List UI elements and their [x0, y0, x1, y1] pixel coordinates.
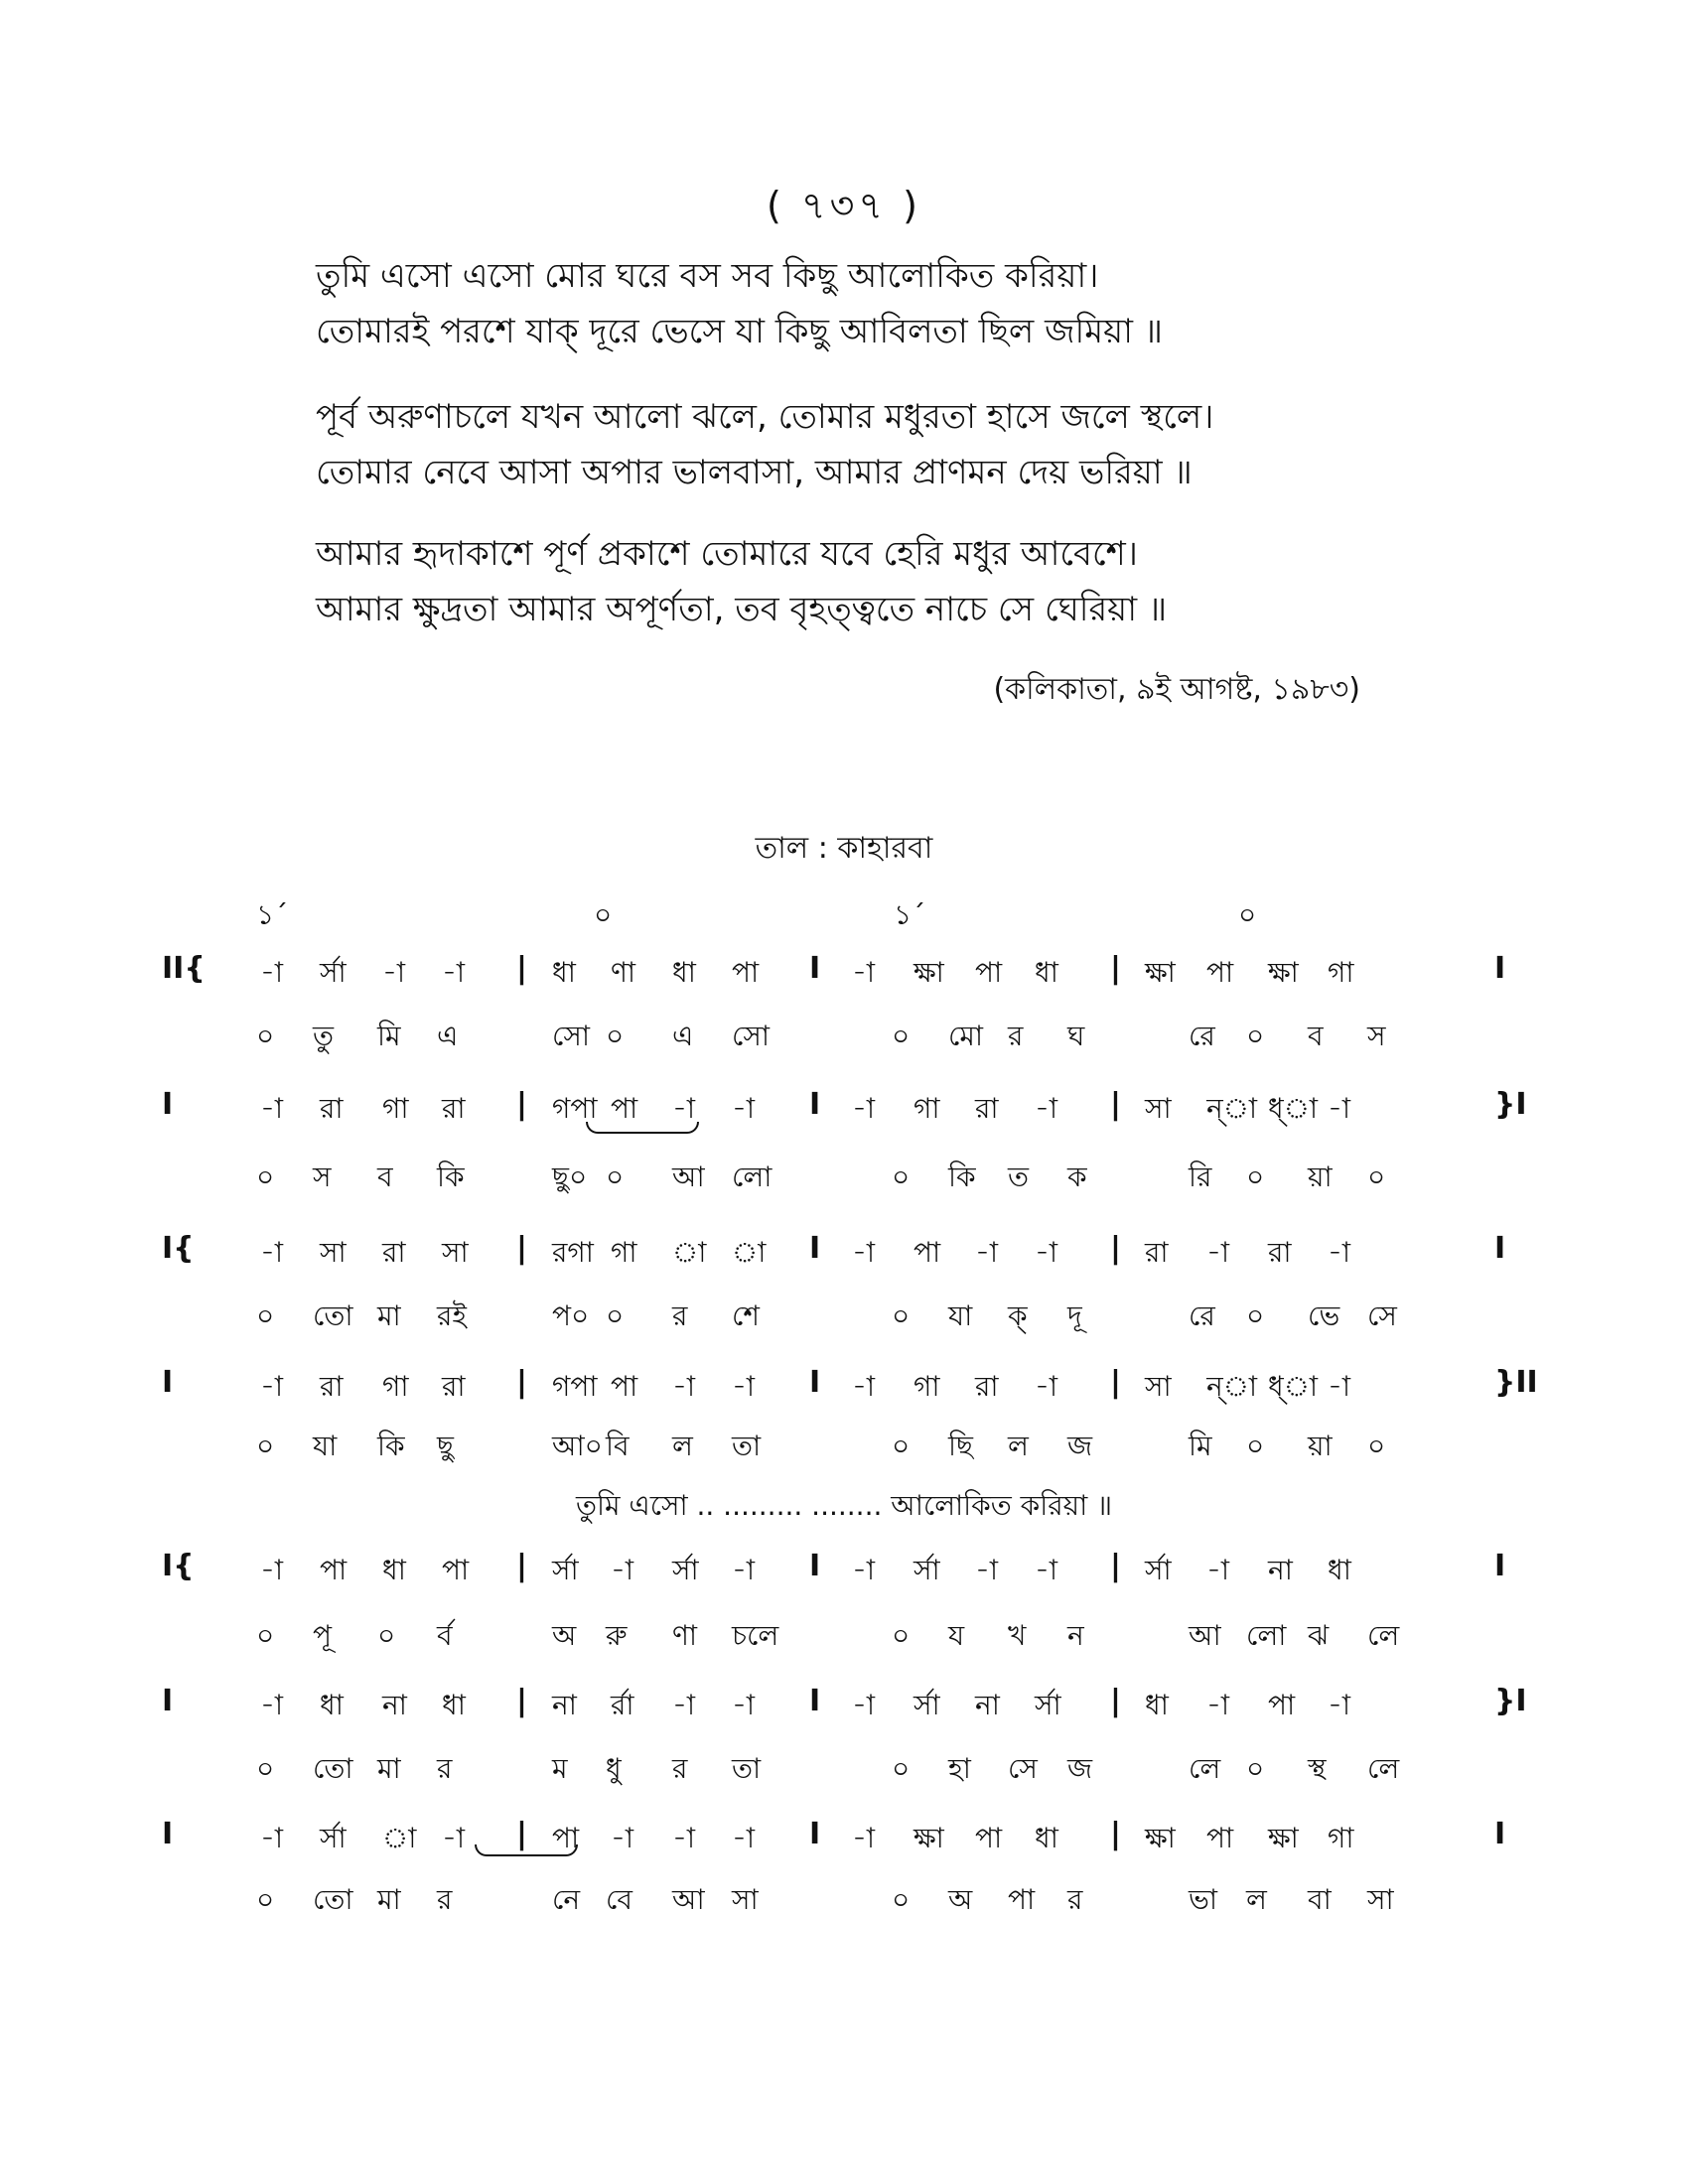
- beat-mark: ০: [594, 898, 613, 931]
- lyric-syllable: অ: [552, 1619, 577, 1652]
- swara-note: -া: [1035, 1092, 1058, 1125]
- bar-line: I: [162, 1684, 174, 1718]
- bar-line: |: [516, 1365, 527, 1400]
- swara-note: -া: [260, 1689, 284, 1721]
- lyric-syllable: ধু: [606, 1752, 622, 1785]
- bar-line: |: [1110, 1549, 1121, 1583]
- swara-note: ক্ষা: [1145, 1822, 1176, 1854]
- lyric-syllable: ০: [256, 1299, 275, 1332]
- lyric-syllable: শে: [732, 1299, 760, 1332]
- swara-note: র্সা: [914, 1689, 940, 1721]
- bar-line: I: [1494, 1549, 1506, 1583]
- lyric-syllable: ০: [606, 1020, 625, 1052]
- swara-note: ধ্‌া: [1268, 1370, 1319, 1403]
- lyric-syllable: ল: [672, 1430, 693, 1462]
- lyric-syllable: র্ব: [437, 1619, 453, 1652]
- swara-note: ধা: [552, 956, 576, 989]
- lyric-syllable: সা: [732, 1883, 759, 1916]
- swara-note: -া: [1035, 1370, 1058, 1403]
- lyric-syllable: ন: [1067, 1619, 1084, 1652]
- swara-note: র্সা: [320, 1822, 347, 1854]
- bar-line: |: [1110, 1684, 1121, 1718]
- verse-stanza-3: [316, 526, 1428, 637]
- swara-note: না: [552, 1689, 577, 1721]
- swara-note: -া: [442, 1822, 466, 1854]
- bar-line: |: [516, 1087, 527, 1122]
- swara-note: গা: [914, 1092, 940, 1125]
- swara-row: [0, 1549, 1688, 1598]
- lyric-syllable: রু: [606, 1619, 628, 1652]
- lyric-syllable: সো: [552, 1020, 590, 1052]
- lyric-syllable: ০: [606, 1160, 625, 1193]
- verse-line: আমার হৃদাকাশে পূর্ণ প্রকাশে তোমারে যবে হেরি মধুর আবেশে।: [316, 534, 1138, 574]
- swara-note: র্সা: [552, 1554, 579, 1586]
- swara-note: -া: [260, 1554, 284, 1586]
- swara-note: -া: [852, 1689, 876, 1721]
- swara-note: -া: [1328, 1370, 1351, 1403]
- swara-note: -া: [732, 1370, 756, 1403]
- lyric-syllable: ঝ: [1308, 1619, 1330, 1652]
- bar-line: |: [516, 1817, 527, 1851]
- swara-note: -া: [852, 1236, 876, 1269]
- lyric-syllable: য: [948, 1619, 965, 1652]
- swara-note: া: [382, 1822, 417, 1854]
- lyric-syllable: ঘ: [1067, 1020, 1085, 1052]
- lyric-syllable: ০: [892, 1752, 911, 1785]
- swara-note: র্সা: [1035, 1689, 1061, 1721]
- lyric-syllable: মা: [377, 1883, 401, 1916]
- lyric-syllable: রই: [437, 1299, 467, 1332]
- lyric-syllable: প০: [552, 1299, 590, 1332]
- bar-line: I: [809, 1231, 821, 1266]
- lyric-syllable: তো: [313, 1299, 353, 1332]
- lyric-syllable: ০: [892, 1430, 911, 1462]
- tala-heading: তাল : কাহারবা: [755, 831, 933, 866]
- bar-line: I{: [162, 1231, 195, 1266]
- lyric-syllable: হা: [948, 1752, 971, 1785]
- lyric-syllable: পূ: [313, 1619, 333, 1652]
- lyric-syllable: তো: [313, 1752, 353, 1785]
- swara-note: -া: [672, 1689, 696, 1721]
- lyric-syllable: জ: [1067, 1430, 1093, 1462]
- swara-note: ক্ষা: [1145, 956, 1176, 989]
- lyric-syllable: ০: [1367, 1430, 1386, 1462]
- lyric-syllable: ব: [1308, 1020, 1324, 1052]
- swara-note: -া: [975, 1554, 999, 1586]
- verse-line: তোমারই পরশে যাক্ দূরে ভেসে যা কিছু আবিলতা ছিল জমিয়া ॥: [316, 312, 1164, 351]
- swara-note: র্সা: [672, 1554, 699, 1586]
- lyric-syllable: মা: [377, 1299, 401, 1332]
- lyric-syllable: ০: [1246, 1752, 1265, 1785]
- lyric-syllable: যা: [948, 1299, 973, 1332]
- lyric-syllable: ০: [892, 1619, 911, 1652]
- lyric-syllable: ছু: [437, 1430, 454, 1462]
- swara-note: -া: [611, 1554, 634, 1586]
- lyric-syllable: ০: [892, 1020, 911, 1052]
- lyric-syllable: মি: [1189, 1430, 1212, 1462]
- swara-note: -া: [1035, 1554, 1058, 1586]
- lyric-syllable: সে: [1008, 1752, 1038, 1785]
- lyric-syllable: নে: [552, 1883, 581, 1916]
- lyric-syllable: ণা: [672, 1619, 698, 1652]
- swara-note: -া: [732, 1689, 756, 1721]
- lyric-syllable: বা: [1308, 1883, 1332, 1916]
- swara-note: পা: [1206, 1822, 1234, 1854]
- lyric-syllable: র: [1067, 1883, 1083, 1916]
- swara-note: -া: [1035, 1236, 1058, 1269]
- page-number: ( ৭৩৭ ): [767, 184, 921, 227]
- swara-note: ধা: [442, 1689, 466, 1721]
- lyric-row: [0, 1425, 1688, 1474]
- swara-note: রগা: [552, 1236, 594, 1269]
- swara-note: না: [1268, 1554, 1293, 1586]
- swara-note: ক্ষা: [914, 956, 944, 989]
- lyric-syllable: ০: [1246, 1430, 1265, 1462]
- swara-note: রা: [320, 1370, 344, 1403]
- swara-note: সা: [1145, 1370, 1172, 1403]
- lyric-syllable: ০: [892, 1299, 911, 1332]
- lyric-syllable: ভে: [1308, 1299, 1340, 1332]
- lyric-syllable: য়া: [1308, 1430, 1333, 1462]
- lyric-syllable: খ: [1008, 1619, 1027, 1652]
- bar-line: |: [1110, 1817, 1121, 1851]
- swara-note: ক্ষা: [1268, 1822, 1299, 1854]
- swara-note: গা: [1328, 956, 1354, 989]
- swara-note: পা: [1268, 1689, 1296, 1721]
- lyric-syllable: বি: [606, 1430, 630, 1462]
- lyric-syllable: যা: [313, 1430, 338, 1462]
- bar-line: I: [809, 1087, 821, 1122]
- lyric-syllable: ল: [1008, 1430, 1029, 1462]
- bar-line: |: [1110, 1087, 1121, 1122]
- swara-note: ধা: [672, 956, 696, 989]
- bar-line: |: [516, 1231, 527, 1266]
- lyric-syllable: র: [1008, 1020, 1024, 1052]
- swara-note: -া: [442, 956, 466, 989]
- verse-line: তুমি এসো এসো মোর ঘরে বস সব কিছু আলোকিত করিয়া।: [316, 256, 1099, 296]
- swara-note: -া: [852, 1554, 876, 1586]
- lyric-syllable: আ: [672, 1160, 705, 1193]
- swara-note: পা: [611, 1092, 638, 1125]
- bar-line: I{: [162, 1549, 195, 1583]
- lyric-syllable: তা: [732, 1752, 762, 1785]
- swara-note: ক্ষা: [914, 1822, 944, 1854]
- swara-note: -া: [975, 1236, 999, 1269]
- swara-note: পা: [1206, 956, 1234, 989]
- swara-note: র্সা: [914, 1554, 940, 1586]
- lyric-syllable: ০: [892, 1883, 911, 1916]
- bar-line: I: [809, 1549, 821, 1583]
- swara-row: [0, 1087, 1688, 1137]
- beat-mark: ১´: [894, 898, 926, 931]
- swara-note: ধ্‌া: [1268, 1092, 1319, 1125]
- lyric-syllable: ল: [1246, 1883, 1267, 1916]
- lyric-syllable: ০: [256, 1619, 275, 1652]
- swara-note: পা: [914, 1236, 941, 1269]
- lyric-syllable: লো: [732, 1160, 773, 1193]
- swara-note: -া: [260, 1370, 284, 1403]
- lyric-syllable: লে: [1367, 1752, 1400, 1785]
- swara-note: গা: [382, 1370, 409, 1403]
- swara-note: -া: [852, 1822, 876, 1854]
- lyric-syllable: সা: [1367, 1883, 1394, 1916]
- swara-note: পা: [552, 1822, 580, 1854]
- swara-note: া: [732, 1236, 767, 1269]
- bar-line: |: [1110, 951, 1121, 986]
- lyric-syllable: আ: [1189, 1619, 1221, 1652]
- lyric-syllable: র: [437, 1883, 453, 1916]
- lyric-syllable: ০: [377, 1619, 396, 1652]
- swara-note: -া: [260, 1092, 284, 1125]
- verse-line: তোমার নেবে আসা অপার ভালবাসা, আমার প্রাণমন দেয় ভরিয়া ॥: [316, 453, 1193, 492]
- swara-note: না: [975, 1689, 1000, 1721]
- swara-note: -া: [672, 1370, 696, 1403]
- lyric-syllable: কি: [377, 1430, 405, 1462]
- swara-note: গা: [382, 1092, 409, 1125]
- swara-note: -া: [852, 956, 876, 989]
- lyric-syllable: ০: [256, 1430, 275, 1462]
- bar-line: |: [1110, 1231, 1121, 1266]
- lyric-syllable: রি: [1189, 1160, 1212, 1193]
- swara-row: [0, 1684, 1688, 1733]
- lyric-syllable: আ: [672, 1883, 705, 1916]
- swara-note: ধা: [1328, 1554, 1351, 1586]
- lyric-syllable: তু: [313, 1020, 335, 1052]
- bar-line: I: [162, 1087, 174, 1122]
- bar-line: |: [516, 951, 527, 986]
- lyric-syllable: ভা: [1189, 1883, 1217, 1916]
- bar-line: II{: [162, 951, 206, 986]
- lyric-syllable: মো: [948, 1020, 984, 1052]
- swara-note: -া: [732, 1092, 756, 1125]
- swara-note: র্সা: [320, 956, 347, 989]
- lyric-row: [0, 1878, 1688, 1928]
- lyric-syllable: পা: [1008, 1883, 1036, 1916]
- bar-line: I: [1494, 1817, 1506, 1851]
- lyric-syllable: ০: [256, 1752, 275, 1785]
- swara-note: রা: [442, 1092, 466, 1125]
- swara-note: -া: [732, 1822, 756, 1854]
- bar-line: I: [809, 1365, 821, 1400]
- lyric-syllable: ত: [1008, 1160, 1030, 1193]
- swara-note: -া: [672, 1822, 696, 1854]
- lyric-syllable: ০: [1246, 1160, 1265, 1193]
- bar-line: |: [1110, 1365, 1121, 1400]
- swara-note: রা: [975, 1370, 999, 1403]
- swara-note: ক্ষা: [1268, 956, 1299, 989]
- lyric-syllable: লে: [1189, 1752, 1221, 1785]
- swara-note: রা: [320, 1092, 344, 1125]
- swara-note: রা: [442, 1370, 466, 1403]
- bar-line: I: [1494, 1231, 1506, 1266]
- lyric-syllable: কি: [437, 1160, 465, 1193]
- beat-mark: ০: [1238, 898, 1257, 931]
- swara-note: র্সা: [1145, 1554, 1172, 1586]
- verse-stanza-1: [316, 248, 1428, 359]
- swara-row: [0, 1231, 1688, 1281]
- swara-note: রা: [1145, 1236, 1169, 1269]
- swara-note: -া: [260, 1822, 284, 1854]
- swara-note: ধা: [382, 1554, 406, 1586]
- swara-note: ন্‌া: [1206, 1092, 1258, 1125]
- bar-line: I: [1494, 951, 1506, 986]
- lyric-syllable: মা: [377, 1752, 401, 1785]
- lyric-syllable: ব: [377, 1160, 393, 1193]
- swara-row: [0, 1817, 1688, 1866]
- swara-note: ণা: [611, 956, 636, 989]
- swara-note: া: [672, 1236, 707, 1269]
- lyric-row: [0, 1295, 1688, 1344]
- swara-note: সা: [1145, 1092, 1172, 1125]
- lyric-syllable: ০: [606, 1299, 625, 1332]
- lyric-syllable: স: [1367, 1020, 1386, 1052]
- lyric-syllable: বে: [606, 1883, 633, 1916]
- swara-note: পা: [975, 956, 1003, 989]
- lyric-syllable: স: [313, 1160, 332, 1193]
- swara-note: গা: [914, 1370, 940, 1403]
- lyric-syllable: র: [672, 1299, 688, 1332]
- lyric-syllable: ম: [552, 1752, 568, 1785]
- lyric-row: [0, 1156, 1688, 1205]
- lyric-syllable: ০: [1246, 1020, 1265, 1052]
- bar-line: |: [516, 1684, 527, 1718]
- swara-row: [0, 951, 1688, 1001]
- lyric-syllable: জ: [1067, 1752, 1093, 1785]
- lyric-syllable: রে: [1189, 1020, 1215, 1052]
- swara-note: -া: [1206, 1689, 1230, 1721]
- lyric-syllable: ০: [256, 1020, 275, 1052]
- lyric-syllable: মি: [377, 1020, 401, 1052]
- verse-line: আমার ক্ষুদ্রতা আমার অপূর্ণতা, তব বৃহত্ত্বতে নাচে সে ঘেরিয়া ॥: [316, 590, 1168, 629]
- bar-line: I: [809, 951, 821, 986]
- swara-note: ধা: [320, 1689, 344, 1721]
- swara-note: র্রা: [611, 1689, 634, 1721]
- swara-note: গা: [1328, 1822, 1354, 1854]
- lyric-syllable: তো: [313, 1883, 353, 1916]
- swara-note: -া: [260, 956, 284, 989]
- lyric-syllable: লে: [1367, 1619, 1400, 1652]
- lyric-syllable: তা: [732, 1430, 762, 1462]
- swara-note: পা: [611, 1370, 638, 1403]
- swara-note: -া: [1206, 1236, 1230, 1269]
- swara-note: পা: [320, 1554, 348, 1586]
- swara-note: -া: [1328, 1689, 1351, 1721]
- bar-line: I: [162, 1817, 174, 1851]
- swara-note: -া: [852, 1092, 876, 1125]
- lyric-row: [0, 1015, 1688, 1064]
- lyric-syllable: সো: [732, 1020, 770, 1052]
- lyric-syllable: অ: [948, 1883, 973, 1916]
- bar-line: I: [809, 1684, 821, 1718]
- bar-line: |: [516, 1549, 527, 1583]
- swara-note: ধা: [1035, 956, 1058, 989]
- lyric-syllable: ছু০: [552, 1160, 588, 1193]
- swara-note: গপা: [552, 1092, 598, 1125]
- slur-mark: [475, 1844, 578, 1856]
- refrain-note: তুমি এসো .. ......... ........ আলোকিত করিয়া ॥: [575, 1489, 1113, 1522]
- lyric-syllable: র: [672, 1752, 688, 1785]
- lyric-syllable: সে: [1367, 1299, 1397, 1332]
- lyric-syllable: ০: [256, 1160, 275, 1193]
- swara-note: না: [382, 1689, 407, 1721]
- lyric-syllable: ০: [892, 1160, 911, 1193]
- lyric-syllable: ০: [1367, 1160, 1386, 1193]
- bar-line: }II: [1494, 1365, 1538, 1400]
- swara-note: গপা: [552, 1370, 598, 1403]
- swara-note: ধা: [1035, 1822, 1058, 1854]
- swara-note: রা: [382, 1236, 406, 1269]
- lyric-syllable: দূ: [1067, 1299, 1082, 1332]
- swara-note: ন্‌া: [1206, 1370, 1258, 1403]
- swara-note: পা: [975, 1822, 1003, 1854]
- swara-note: রা: [1268, 1236, 1292, 1269]
- verse-stanza-2: [316, 389, 1428, 500]
- lyric-syllable: চলে: [732, 1619, 779, 1652]
- bar-line: }I: [1494, 1684, 1527, 1718]
- swara-note: ধা: [1145, 1689, 1169, 1721]
- lyric-row: [0, 1614, 1688, 1664]
- lyric-syllable: এ: [437, 1020, 459, 1052]
- lyric-syllable: এ: [672, 1020, 694, 1052]
- swara-note: সা: [320, 1236, 347, 1269]
- swara-note: -া: [260, 1236, 284, 1269]
- lyric-syllable: ০: [256, 1883, 275, 1916]
- lyric-syllable: ক্: [1008, 1299, 1028, 1332]
- swara-note: -া: [382, 956, 406, 989]
- lyric-syllable: ক: [1067, 1160, 1087, 1193]
- lyric-syllable: আ০: [552, 1430, 603, 1462]
- bar-line: I: [809, 1817, 821, 1851]
- swara-note: -া: [852, 1370, 876, 1403]
- swara-note: -া: [1328, 1236, 1351, 1269]
- bar-line: I: [162, 1365, 174, 1400]
- swara-note: -া: [672, 1092, 696, 1125]
- swara-note: -া: [1328, 1092, 1351, 1125]
- swara-note: -া: [611, 1822, 634, 1854]
- swara-note: গা: [611, 1236, 637, 1269]
- swara-note: -া: [1206, 1554, 1230, 1586]
- swara-note: পা: [442, 1554, 470, 1586]
- lyric-syllable: য়া: [1308, 1160, 1333, 1193]
- beat-mark: ১´: [256, 898, 289, 931]
- lyric-syllable: লো: [1246, 1619, 1287, 1652]
- swara-note: -া: [732, 1554, 756, 1586]
- slur-mark: [586, 1122, 699, 1134]
- bar-line: }I: [1494, 1087, 1527, 1122]
- lyric-syllable: রে: [1189, 1299, 1215, 1332]
- verse-line: পূর্ব অরুণাচলে যখন আলো ঝলে, তোমার মধুরতা হাসে জলে স্থলে।: [316, 397, 1214, 437]
- swara-row: [0, 1365, 1688, 1415]
- swara-note: সা: [442, 1236, 469, 1269]
- lyric-syllable: কি: [948, 1160, 976, 1193]
- lyric-syllable: স্থ: [1308, 1752, 1327, 1785]
- lyric-row: [0, 1747, 1688, 1797]
- swara-note: রা: [975, 1092, 999, 1125]
- lyric-syllable: র: [437, 1752, 453, 1785]
- lyric-syllable: ০: [1246, 1299, 1265, 1332]
- composition-date: (কলিকাতা, ৯ই আগষ্ট, ১৯৮৩): [993, 672, 1360, 707]
- swara-note: পা: [732, 956, 760, 989]
- lyric-syllable: ছি: [948, 1430, 973, 1462]
